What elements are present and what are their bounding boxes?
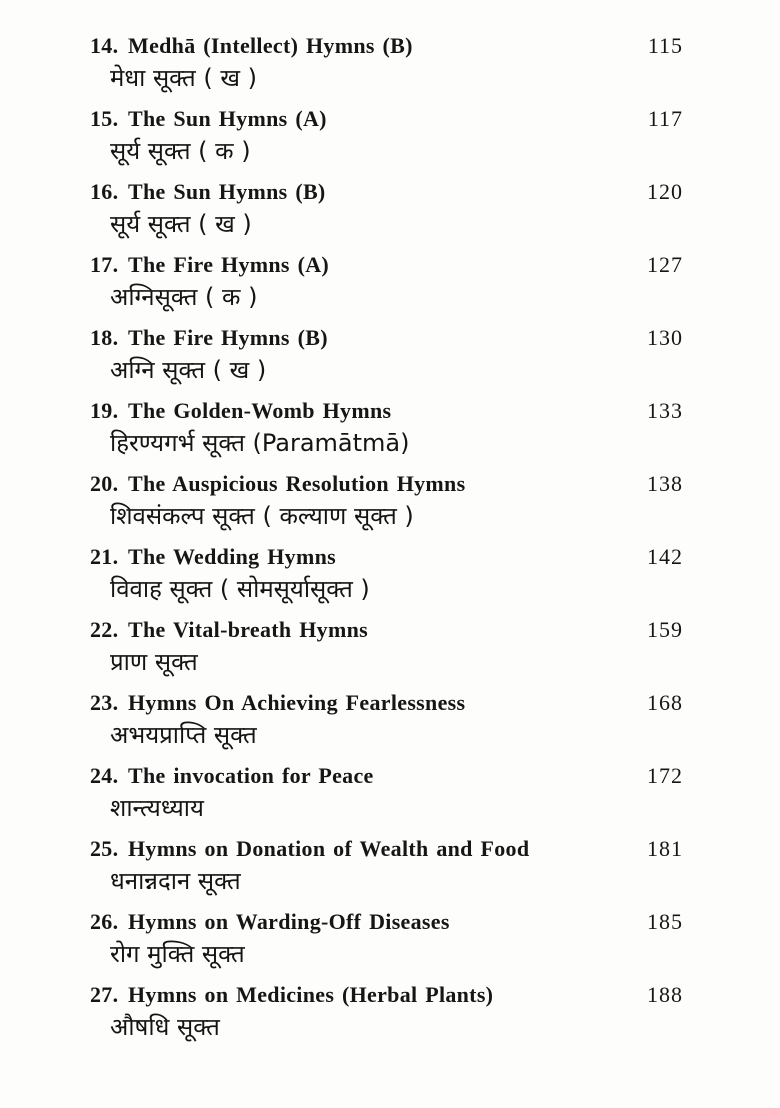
entry-page-number: 172: [647, 763, 683, 788]
toc-entry: [90, 761, 683, 825]
toc-entry-main-line: [90, 834, 683, 863]
toc-entry-main-line: [90, 104, 683, 133]
toc-entry: [90, 250, 683, 314]
entry-page-number: 188: [647, 982, 683, 1007]
entry-title: The Auspicious Resolution Hymns: [128, 471, 466, 496]
entry-subtitle: औषधि सूक्त: [110, 1013, 220, 1041]
entry-number: 23.: [90, 690, 119, 715]
entry-number: 16.: [90, 179, 119, 204]
toc-entry: [90, 31, 683, 95]
entry-title: The Golden-Womb Hymns: [128, 398, 392, 423]
entry-title: Hymns on Donation of Wealth and Food: [128, 836, 530, 861]
entry-number: 14.: [90, 33, 119, 58]
toc-entry-main-line: [90, 615, 683, 644]
toc-entry: [90, 615, 683, 679]
entry-title: The Wedding Hymns: [128, 544, 336, 569]
toc-entry: [90, 834, 683, 898]
entry-page-number: 120: [647, 179, 683, 204]
entry-page-number: 130: [647, 325, 683, 350]
entry-subtitle: अभयप्राप्ति सूक्त: [110, 721, 257, 749]
toc-entry-main-line: [90, 907, 683, 936]
entry-title: Hymns On Achieving Fearlessness: [128, 690, 466, 715]
entry-number: 21.: [90, 544, 119, 569]
entry-page-number: 115: [647, 33, 683, 58]
entry-subtitle: मेधा सूक्त ( ख ): [110, 64, 257, 92]
toc-entry-main-line: [90, 31, 683, 60]
toc-entry-main-line: [90, 323, 683, 352]
entry-number: 22.: [90, 617, 119, 642]
entry-page-number: 117: [647, 106, 683, 131]
toc-list: [90, 31, 683, 1044]
entry-page-number: 142: [647, 544, 683, 569]
entry-subtitle: रोग मुक्ति सूक्त: [110, 940, 245, 968]
entry-number: 27.: [90, 982, 119, 1007]
entry-page-number: 127: [647, 252, 683, 277]
toc-entry-main-line: [90, 542, 683, 571]
toc-entry-main-line: [90, 980, 683, 1009]
entry-number: 15.: [90, 106, 119, 131]
toc-entry-main-line: [90, 469, 683, 498]
toc-entry: [90, 469, 683, 533]
entry-page-number: 185: [647, 909, 683, 934]
entry-number: 24.: [90, 763, 119, 788]
entry-page-number: 133: [647, 398, 683, 423]
entry-title: The Sun Hymns (A): [128, 106, 327, 131]
entry-subtitle: अग्नि सूक्त ( ख ): [110, 356, 267, 384]
entry-subtitle: हिरण्यगर्भ सूक्त (Paramātmā): [110, 429, 410, 457]
entry-page-number: 168: [647, 690, 683, 715]
entry-page-number: 181: [647, 836, 683, 861]
entry-number: 18.: [90, 325, 119, 350]
entry-number: 20.: [90, 471, 119, 496]
toc-entry-main-line: [90, 177, 683, 206]
entry-title: Hymns on Medicines (Herbal Plants): [128, 982, 494, 1007]
entry-title: The Sun Hymns (B): [128, 179, 326, 204]
entry-page-number: 159: [647, 617, 683, 642]
entry-number: 26.: [90, 909, 119, 934]
entry-subtitle: शिवसंकल्प सूक्त ( कल्याण सूक्त ): [110, 502, 414, 530]
toc-entry: [90, 177, 683, 241]
toc-entry: [90, 396, 683, 460]
toc-entry-main-line: [90, 250, 683, 279]
entry-number: 25.: [90, 836, 119, 861]
entry-subtitle: अग्निसूक्त ( क ): [110, 283, 258, 311]
toc-entry: [90, 323, 683, 387]
entry-page-number: 138: [647, 471, 683, 496]
toc-entry-main-line: [90, 688, 683, 717]
entry-subtitle: सूर्य सूक्त ( क ): [110, 137, 251, 165]
entry-subtitle: विवाह सूक्त ( सोमसूर्यासूक्त ): [110, 575, 370, 603]
entry-subtitle: धनान्नदान सूक्त: [110, 867, 241, 895]
entry-subtitle: सूर्य सूक्त ( ख ): [110, 210, 252, 238]
entry-title: The Vital-breath Hymns: [128, 617, 368, 642]
entry-title: Hymns on Warding-Off Diseases: [128, 909, 450, 934]
entry-number: 17.: [90, 252, 119, 277]
toc-entry: [90, 688, 683, 752]
entry-title: Medhā (Intellect) Hymns (B): [128, 33, 413, 58]
toc-entry: [90, 907, 683, 971]
entry-subtitle: प्राण सूक्त: [110, 648, 198, 676]
toc-entry: [90, 980, 683, 1044]
entry-title: The Fire Hymns (B): [128, 325, 328, 350]
entry-subtitle: शान्त्यध्याय: [110, 794, 204, 822]
toc-entry-main-line: [90, 396, 683, 425]
toc-entry: [90, 104, 683, 168]
entry-number: 19.: [90, 398, 119, 423]
entry-title: The Fire Hymns (A): [128, 252, 330, 277]
toc-entry-main-line: [90, 761, 683, 790]
toc-entry: [90, 542, 683, 606]
entry-title: The invocation for Peace: [128, 763, 374, 788]
